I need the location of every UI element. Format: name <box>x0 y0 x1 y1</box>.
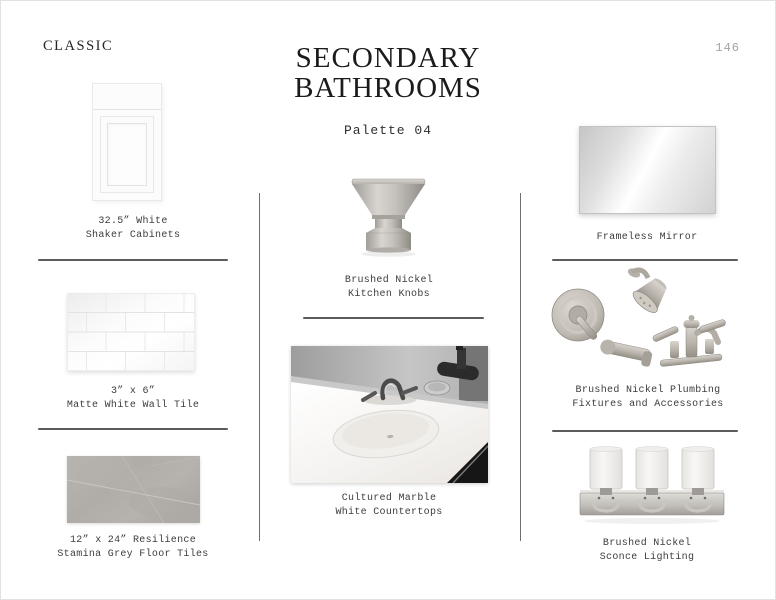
sconce-caption: Brushed Nickel Sconce Lighting <box>599 538 695 563</box>
divider-left-2 <box>38 428 228 430</box>
countertop-graphic <box>291 346 488 483</box>
cabinets-caption: 32.5” White Shaker Cabinets <box>85 216 181 241</box>
plumbing-graphic <box>548 263 728 378</box>
cabinet-image <box>92 83 162 201</box>
knobs-caption: Brushed Nickel Kitchen Knobs <box>344 275 434 300</box>
cabinet-door-panel <box>107 123 147 186</box>
floor-tile-caption: 12” x 24” Resilience Stamina Grey Floor Tiles <box>57 535 209 560</box>
style-label: CLASSIC <box>43 38 114 54</box>
mirror-caption: Frameless Mirror <box>596 232 698 243</box>
divider-center <box>303 317 484 319</box>
knob-graphic <box>341 165 436 259</box>
plumbing-caption: Brushed Nickel Plumbing Fixtures and Accessories <box>572 385 724 410</box>
divider-right-1 <box>552 259 738 261</box>
countertop-image <box>291 346 488 483</box>
knob-image <box>341 165 436 259</box>
page-number: 146 <box>715 41 740 55</box>
wall-tile-image <box>67 293 195 371</box>
shower-valve-trim <box>552 289 604 341</box>
sconce-graphic <box>577 445 727 525</box>
stone-tile-graphic <box>67 456 200 523</box>
subway-tile-graphic <box>67 293 195 371</box>
mirror-image <box>579 126 716 214</box>
page-title-line2: BATHROOMS <box>294 72 482 104</box>
centerset-faucet <box>652 315 726 367</box>
tub-spout <box>598 338 653 367</box>
vertical-divider-right <box>520 193 521 541</box>
sconce-image <box>577 445 727 525</box>
divider-left-1 <box>38 259 228 261</box>
shower-head <box>626 267 673 317</box>
palette-subtitle: Palette 04 <box>343 123 432 138</box>
cabinet-door <box>100 116 154 193</box>
vertical-divider-left <box>259 193 260 541</box>
divider-right-2 <box>552 430 738 432</box>
countertop-caption: Cultured Marble White Countertops <box>335 493 443 518</box>
cabinet-drawer-line <box>93 109 161 110</box>
floor-tile-image <box>67 456 200 523</box>
page-title-line1: SECONDARY <box>295 42 481 74</box>
plumbing-image <box>548 263 728 378</box>
wall-tile-caption: 3” x 6” Matte White Wall Tile <box>66 386 200 411</box>
